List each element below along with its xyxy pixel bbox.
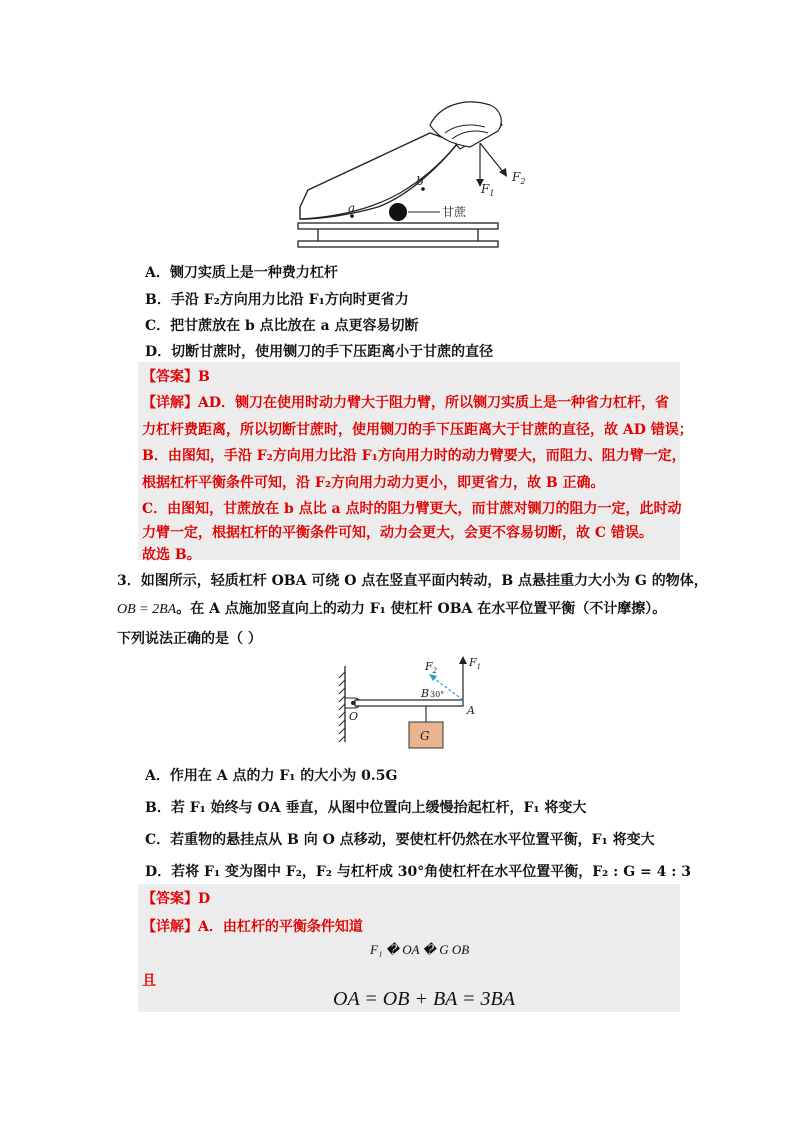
answer-box-1 [138,362,693,563]
chopper-figure [290,95,526,255]
q3-stem-line-2-text: 。在 A 点施加竖直向上的动力 F₁ 使杠杆 OBA 在水平位置平衡（不计摩擦）。 [176,601,667,617]
force-F1-label: $F_1$ [481,182,495,198]
explanation-line: 【详解】AD．铡刀在使用时动力臂大于阻力臂，所以铡刀实质上是一种省力杠杆，省 [142,395,670,411]
q2-option-a: A．铡刀实质上是一种费力杠杆 [145,265,338,281]
explanation-line: 根据杠杆平衡条件可知，沿 F₂方向用力动力更小，即更省力，故 B 正确。 [142,475,605,491]
answer-label: 【答案】D [142,891,211,907]
explanation-line: 力臂一定，根据杠杆的平衡条件可知，动力会更大，会更不容易切断，故 C 错误。 [142,525,653,541]
sugarcane-label: 甘蔗 [442,205,467,219]
answer-label: 【答案】B [142,369,210,385]
weight-G-label: G [420,729,430,743]
point-B-label: B [421,687,430,700]
angle-label: 30° [430,690,445,699]
point-a-label: a [348,201,356,215]
force-F2-label: $F_2$ [512,170,526,186]
force-F1-label: $F_1$ [469,656,482,671]
force-F2-label: $F_2$ [425,660,438,675]
ob-formula: OB = 2BA [117,602,177,617]
q2-option-b: B．手沿 F₂方向用力比沿 F₁方向时更省力 [145,292,409,308]
point-A-label: A [467,704,475,717]
answer-box-2 [138,884,680,1012]
q2-option-d: D．切断甘蔗时，使用铡刀的手下压距离小于甘蔗的直径 [145,344,494,360]
word-and: 且 [142,973,156,989]
q3-stem-line-1: 3．如图所示，轻质杠杆 OBA 可绕 O 点在竖直平面内转动，B 点悬挂重力大小为 G 的物体， [117,573,708,589]
q3-stem-line-3: 下列说法正确的是（ ） [117,631,262,647]
q3-option-b: B．若 F₁ 始终与 OA 垂直，从图中位置向上缓慢抬起杠杆，F₁ 将变大 [145,800,587,816]
q3-option-d: D．若将 F₁ 变为图中 F₂，F₂ 与杠杆成 30°角使杠杆在水平位置平衡，F₂ : G = 4 : 3 [145,864,692,880]
explanation-line: 力杠杆费距离，所以切断甘蔗时，使用铡刀的手下压距离大于甘蔗的直径，故 AD 错误； [142,422,693,438]
point-O-label: O [349,710,359,723]
q2-option-c: C．把甘蔗放在 b 点比放在 a 点更容易切断 [145,318,419,334]
formula-oa: OA = OB + BA = 3BA [333,988,515,1010]
q3-option-a: A．作用在 A 点的力 F₁ 的大小为 0.5G [145,768,398,784]
point-b-label: b [416,174,424,188]
explanation-line: C．由图知，甘蔗放在 b 点比 a 点时的阻力臂更大，而甘蔗对铡刀的阻力一定，此时动 [142,501,682,517]
lever-figure [335,652,495,752]
formula-balance: F₁ � OA � G OB [370,942,470,957]
q3-option-c: C．若重物的悬挂点从 B 向 O 点移动，要使杠杆仍然在水平位置平衡，F₁ 将变大 [145,832,655,848]
q3-stem-line-2 [117,598,666,618]
explanation-line: B．由图知，手沿 F₂方向用力比沿 F₁方向用力时的动力臂要大，而阻力、阻力臂一定， [142,448,686,464]
explanation-line: 【详解】A．由杠杆的平衡条件知道 [142,919,363,935]
explanation-line: 故选 B。 [142,547,201,563]
